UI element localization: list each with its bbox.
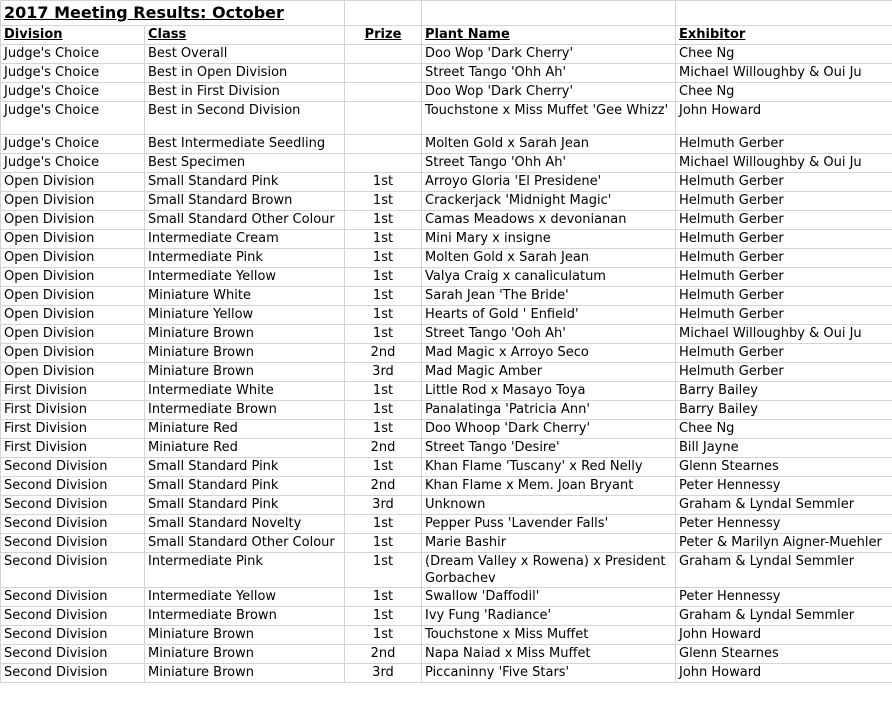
prize-cell[interactable]: 1st (345, 420, 422, 439)
exhibitor-cell[interactable]: Graham & Lyndal Semmler (676, 607, 892, 626)
exhibitor-cell[interactable]: Helmuth Gerber (676, 230, 892, 249)
plant-name-cell[interactable]: Doo Whoop 'Dark Cherry' (422, 420, 676, 439)
exhibitor-cell[interactable]: Helmuth Gerber (676, 287, 892, 306)
table-row (1, 382, 892, 401)
division-cell[interactable]: Open Division (1, 211, 145, 230)
header-plant-name[interactable]: Plant Name (422, 26, 676, 45)
prize-cell[interactable]: 3rd (345, 664, 422, 683)
prize-cell[interactable]: 1st (345, 249, 422, 268)
prize-cell[interactable]: 1st (345, 607, 422, 626)
table-row (1, 287, 892, 306)
prize-cell[interactable] (345, 154, 422, 173)
exhibitor-cell[interactable]: Chee Ng (676, 420, 892, 439)
prize-cell[interactable]: 1st (345, 211, 422, 230)
table-row (1, 626, 892, 645)
prize-cell[interactable]: 1st (345, 230, 422, 249)
table-row (1, 249, 892, 268)
plant-name-cell[interactable]: Pepper Puss 'Lavender Falls' (422, 515, 676, 534)
header-exhibitor[interactable]: Exhibitor (676, 26, 892, 45)
exhibitor-cell[interactable]: Peter Hennessy (676, 588, 892, 607)
plant-name-cell[interactable]: Panalatinga 'Patricia Ann' (422, 401, 676, 420)
division-cell[interactable]: Judge's Choice (1, 45, 145, 64)
exhibitor-cell[interactable]: Peter Hennessy (676, 515, 892, 534)
class-cell[interactable]: Small Standard Other Colour (145, 211, 345, 230)
table-row (1, 45, 892, 64)
exhibitor-cell[interactable]: Helmuth Gerber (676, 249, 892, 268)
division-cell[interactable]: First Division (1, 401, 145, 420)
exhibitor-cell[interactable]: Graham & Lyndal Semmler (676, 553, 892, 588)
plant-name-cell[interactable]: Street Tango 'Ohh Ah' (422, 154, 676, 173)
empty-cell[interactable] (422, 1, 676, 26)
table-row (1, 211, 892, 230)
exhibitor-cell[interactable]: Peter Hennessy (676, 477, 892, 496)
table-row (1, 230, 892, 249)
class-cell[interactable]: Small Standard Pink (145, 477, 345, 496)
division-cell[interactable]: Open Division (1, 230, 145, 249)
table-row (1, 83, 892, 102)
exhibitor-cell[interactable]: Barry Bailey (676, 382, 892, 401)
class-cell[interactable]: Intermediate Brown (145, 401, 345, 420)
prize-cell[interactable]: 1st (345, 588, 422, 607)
prize-cell[interactable]: 1st (345, 515, 422, 534)
division-cell[interactable]: Second Division (1, 664, 145, 683)
prize-cell[interactable]: 1st (345, 626, 422, 645)
class-cell[interactable]: Intermediate White (145, 382, 345, 401)
exhibitor-cell[interactable]: Helmuth Gerber (676, 192, 892, 211)
prize-cell[interactable]: 3rd (345, 496, 422, 515)
plant-name-cell[interactable]: Khan Flame 'Tuscany' x Red Nelly (422, 458, 676, 477)
prize-cell[interactable]: 1st (345, 325, 422, 344)
class-cell[interactable]: Best Specimen (145, 154, 345, 173)
prize-cell[interactable]: 2nd (345, 477, 422, 496)
prize-cell[interactable]: 1st (345, 534, 422, 553)
plant-name-cell[interactable]: Molten Gold x Sarah Jean (422, 135, 676, 154)
division-cell[interactable]: Second Division (1, 553, 145, 588)
class-cell[interactable]: Miniature Brown (145, 664, 345, 683)
class-cell[interactable]: Best Intermediate Seedling (145, 135, 345, 154)
division-cell[interactable]: Judge's Choice (1, 154, 145, 173)
plant-name-cell[interactable]: Street Tango 'Ohh Ah' (422, 64, 676, 83)
division-cell[interactable]: Open Division (1, 173, 145, 192)
table-row (1, 192, 892, 211)
plant-name-cell[interactable]: Valya Craig x canaliculatum (422, 268, 676, 287)
exhibitor-cell[interactable]: Michael Willoughby & Oui Ju (676, 325, 892, 344)
prize-cell[interactable] (345, 83, 422, 102)
division-cell[interactable]: First Division (1, 382, 145, 401)
plant-name-cell[interactable]: Mini Mary x insigne (422, 230, 676, 249)
prize-cell[interactable]: 2nd (345, 344, 422, 363)
table-row (1, 439, 892, 458)
exhibitor-cell[interactable]: John Howard (676, 102, 892, 135)
division-cell[interactable]: Second Division (1, 515, 145, 534)
class-cell[interactable]: Small Standard Other Colour (145, 534, 345, 553)
plant-name-cell[interactable]: Little Rod x Masayo Toya (422, 382, 676, 401)
prize-cell[interactable]: 1st (345, 306, 422, 325)
division-cell[interactable]: Open Division (1, 268, 145, 287)
header-class[interactable]: Class (145, 26, 345, 45)
class-cell[interactable]: Small Standard Pink (145, 496, 345, 515)
exhibitor-cell[interactable]: Helmuth Gerber (676, 173, 892, 192)
class-cell[interactable]: Miniature Brown (145, 344, 345, 363)
class-cell[interactable]: Miniature Red (145, 439, 345, 458)
empty-cell[interactable] (345, 1, 422, 26)
division-cell[interactable]: Open Division (1, 325, 145, 344)
division-cell[interactable]: Judge's Choice (1, 135, 145, 154)
class-cell[interactable]: Intermediate Pink (145, 553, 345, 588)
prize-cell[interactable] (345, 64, 422, 83)
class-cell[interactable]: Small Standard Brown (145, 192, 345, 211)
plant-name-cell[interactable]: Sarah Jean 'The Bride' (422, 287, 676, 306)
exhibitor-cell[interactable]: Graham & Lyndal Semmler (676, 496, 892, 515)
class-cell[interactable]: Best in Open Division (145, 64, 345, 83)
exhibitor-cell[interactable]: John Howard (676, 664, 892, 683)
table-row (1, 325, 892, 344)
division-cell[interactable]: Second Division (1, 588, 145, 607)
plant-name-cell[interactable]: Crackerjack 'Midnight Magic' (422, 192, 676, 211)
plant-name-cell[interactable]: Ivy Fung 'Radiance' (422, 607, 676, 626)
table-row (1, 645, 892, 664)
prize-cell[interactable]: 1st (345, 192, 422, 211)
exhibitor-cell[interactable]: Helmuth Gerber (676, 211, 892, 230)
division-cell[interactable]: Open Division (1, 192, 145, 211)
class-cell[interactable]: Small Standard Pink (145, 458, 345, 477)
plant-name-cell[interactable]: Unknown (422, 496, 676, 515)
title-row (1, 1, 892, 26)
exhibitor-cell[interactable]: Glenn Stearnes (676, 458, 892, 477)
exhibitor-cell[interactable]: Helmuth Gerber (676, 344, 892, 363)
header-division[interactable]: Division (1, 26, 145, 45)
class-cell[interactable]: Miniature Yellow (145, 306, 345, 325)
exhibitor-cell[interactable]: Michael Willoughby & Oui Ju (676, 154, 892, 173)
table-row (1, 135, 892, 154)
table-row (1, 173, 892, 192)
prize-cell[interactable]: 2nd (345, 645, 422, 664)
division-cell[interactable]: First Division (1, 420, 145, 439)
table-row (1, 102, 892, 135)
exhibitor-cell[interactable]: Helmuth Gerber (676, 268, 892, 287)
prize-cell[interactable]: 1st (345, 287, 422, 306)
plant-name-cell[interactable]: Touchstone x Miss Muffet 'Gee Whizz' (422, 102, 676, 135)
table-row (1, 154, 892, 173)
table-row (1, 64, 892, 83)
plant-name-cell[interactable]: Piccaninny 'Five Stars' (422, 664, 676, 683)
division-cell[interactable]: Second Division (1, 496, 145, 515)
prize-cell[interactable]: 1st (345, 173, 422, 192)
plant-name-cell[interactable]: Swallow 'Daffodil' (422, 588, 676, 607)
division-cell[interactable]: Judge's Choice (1, 83, 145, 102)
class-cell[interactable]: Small Standard Pink (145, 173, 345, 192)
exhibitor-cell[interactable]: Helmuth Gerber (676, 135, 892, 154)
table-row (1, 306, 892, 325)
exhibitor-cell[interactable]: Helmuth Gerber (676, 306, 892, 325)
plant-name-cell[interactable]: Marie Bashir (422, 534, 676, 553)
table-row (1, 344, 892, 363)
plant-name-cell[interactable]: Napa Naiad x Miss Muffet (422, 645, 676, 664)
plant-name-cell[interactable]: Doo Wop 'Dark Cherry' (422, 83, 676, 102)
table-row (1, 401, 892, 420)
class-cell[interactable]: Miniature Brown (145, 626, 345, 645)
class-cell[interactable]: Best in First Division (145, 83, 345, 102)
plant-name-cell[interactable]: Doo Wop 'Dark Cherry' (422, 45, 676, 64)
plant-name-cell[interactable]: Mad Magic Amber (422, 363, 676, 382)
division-cell[interactable]: Second Division (1, 607, 145, 626)
plant-name-cell[interactable]: Street Tango 'Ooh Ah' (422, 325, 676, 344)
plant-name-cell[interactable]: (Dream Valley x Rowena) x President Gorbachev (422, 553, 676, 588)
division-cell[interactable]: Open Division (1, 306, 145, 325)
table-row (1, 534, 892, 553)
class-cell[interactable]: Miniature White (145, 287, 345, 306)
prize-cell[interactable]: 2nd (345, 439, 422, 458)
header-prize[interactable]: Prize (345, 26, 422, 45)
table-row (1, 363, 892, 382)
division-cell[interactable]: Judge's Choice (1, 64, 145, 83)
class-cell[interactable]: Intermediate Brown (145, 607, 345, 626)
class-cell[interactable]: Intermediate Cream (145, 230, 345, 249)
class-cell[interactable]: Intermediate Yellow (145, 588, 345, 607)
exhibitor-cell[interactable]: Bill Jayne (676, 439, 892, 458)
class-cell[interactable]: Intermediate Pink (145, 249, 345, 268)
class-cell[interactable]: Miniature Red (145, 420, 345, 439)
division-cell[interactable]: Open Division (1, 344, 145, 363)
prize-cell[interactable]: 1st (345, 382, 422, 401)
division-cell[interactable]: First Division (1, 439, 145, 458)
exhibitor-cell[interactable]: Chee Ng (676, 45, 892, 64)
table-row (1, 496, 892, 515)
class-cell[interactable]: Best in Second Division (145, 102, 345, 135)
exhibitor-cell[interactable]: Helmuth Gerber (676, 363, 892, 382)
plant-name-cell[interactable]: Mad Magic x Arroyo Seco (422, 344, 676, 363)
plant-name-cell[interactable]: Street Tango 'Desire' (422, 439, 676, 458)
division-cell[interactable]: Open Division (1, 287, 145, 306)
exhibitor-cell[interactable]: John Howard (676, 626, 892, 645)
plant-name-cell[interactable]: Molten Gold x Sarah Jean (422, 249, 676, 268)
division-cell[interactable]: Open Division (1, 363, 145, 382)
table-row (1, 588, 892, 607)
prize-cell[interactable]: 1st (345, 458, 422, 477)
exhibitor-cell[interactable]: Glenn Stearnes (676, 645, 892, 664)
class-cell[interactable]: Intermediate Yellow (145, 268, 345, 287)
header-row (1, 26, 892, 45)
prize-cell[interactable] (345, 45, 422, 64)
class-cell[interactable]: Small Standard Novelty (145, 515, 345, 534)
plant-name-cell[interactable]: Arroyo Gloria 'El Presidene' (422, 173, 676, 192)
sheet-title[interactable]: 2017 Meeting Results: October (1, 1, 345, 26)
plant-name-cell[interactable]: Hearts of Gold ' Enfield' (422, 306, 676, 325)
table-row (1, 268, 892, 287)
prize-cell[interactable]: 1st (345, 401, 422, 420)
empty-cell[interactable] (676, 1, 892, 26)
division-cell[interactable]: Judge's Choice (1, 102, 145, 135)
class-cell[interactable]: Miniature Brown (145, 363, 345, 382)
plant-name-cell[interactable]: Touchstone x Miss Muffet (422, 626, 676, 645)
table-row (1, 420, 892, 439)
plant-name-cell[interactable]: Camas Meadows x devonianan (422, 211, 676, 230)
division-cell[interactable]: Second Division (1, 645, 145, 664)
division-cell[interactable]: Open Division (1, 249, 145, 268)
table-row (1, 477, 892, 496)
table-row (1, 664, 892, 683)
exhibitor-cell[interactable]: Peter & Marilyn Aigner-Muehler (676, 534, 892, 553)
class-cell[interactable]: Best Overall (145, 45, 345, 64)
exhibitor-cell[interactable]: Chee Ng (676, 83, 892, 102)
table-row (1, 553, 892, 588)
division-cell[interactable]: Second Division (1, 626, 145, 645)
class-cell[interactable]: Miniature Brown (145, 325, 345, 344)
division-cell[interactable]: Second Division (1, 477, 145, 496)
plant-name-cell[interactable]: Khan Flame x Mem. Joan Bryant (422, 477, 676, 496)
prize-cell[interactable]: 3rd (345, 363, 422, 382)
prize-cell[interactable]: 1st (345, 268, 422, 287)
table-row (1, 515, 892, 534)
exhibitor-cell[interactable]: Barry Bailey (676, 401, 892, 420)
division-cell[interactable]: Second Division (1, 534, 145, 553)
table-row (1, 458, 892, 477)
division-cell[interactable]: Second Division (1, 458, 145, 477)
prize-cell[interactable]: 1st (345, 553, 422, 588)
prize-cell[interactable] (345, 102, 422, 135)
prize-cell[interactable] (345, 135, 422, 154)
exhibitor-cell[interactable]: Michael Willoughby & Oui Ju (676, 64, 892, 83)
table-row (1, 607, 892, 626)
class-cell[interactable]: Miniature Brown (145, 645, 345, 664)
